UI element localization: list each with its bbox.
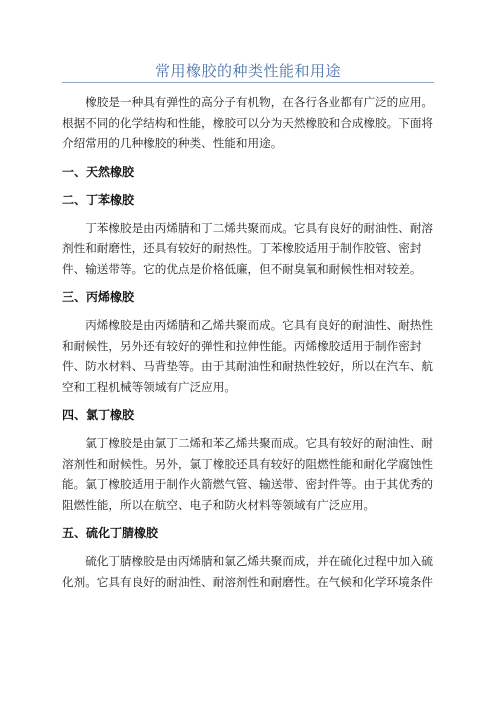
title-underline [62,82,434,83]
section-heading-vulcanized-nitrile: 五、硫化丁腈橡胶 [62,526,159,540]
document-title: 常用橡胶的种类性能和用途 [154,62,341,80]
section-text-vulcanized-nitrile: 硫化丁腈橡胶是由丙烯腈和氯乙烯共聚而成，并在硫化过程中加入硫化剂。它具有良好的耐油性、耐溶剂性和耐磨性。在气候和化学环境条件 [62,554,434,589]
section-text-styrene-butadiene: 丁苯橡胶是由丙烯腈和丁二烯共聚而成。它具有良好的耐油性、耐溶剂性和耐磨性，还具有较好的耐热性。丁苯橡胶适用于制作胶管、密封件、输送带等。它的优点是价格低廉，但不耐臭氧和耐候性相对较差。 [62,220,434,276]
section-heading-natural-rubber: 一、天然橡胶 [62,164,135,179]
intro-paragraph: 橡胶是一种具有弹性的高分子有机物，在各行各业都有广泛的应用。根据不同的化学结构和性能，橡胶可以分为天然橡胶和合成橡胶。下面将介绍常用的几种橡胶的种类、性能和用途。 [62,95,434,150]
section-heading-propylene: 三、丙烯橡胶 [62,290,135,304]
section-text-propylene: 丙烯橡胶是由丙烯腈和乙烯共聚而成。它具有良好的耐油性、耐热性和耐候性，另外还有较好的弹性和拉伸性能。丙烯橡胶适用于制作密封件、防水材料、马背垫等。由于其耐油性和耐热性较好，所以在汽车、航空和工程机械等领域有广泛应用。 [62,318,434,394]
section-text-chloroprene: 氯丁橡胶是由氯丁二烯和苯乙烯共聚而成。它具有较好的耐油性、耐溶剂性和耐候性。另外，氯丁橡胶还具有较好的阻燃性能和耐化学腐蚀性能。氯丁橡胶适用于制作火箭燃气管、输送带、密封件等。由于其优秀的阻燃性能，所以在航空、电子和防火材料等领域有广泛应用。 [62,436,434,512]
section-heading-styrene-butadiene: 二、丁苯橡胶 [62,192,135,207]
section-heading-chloroprene: 四、氯丁橡胶 [62,408,135,422]
document-body [62,92,442,592]
